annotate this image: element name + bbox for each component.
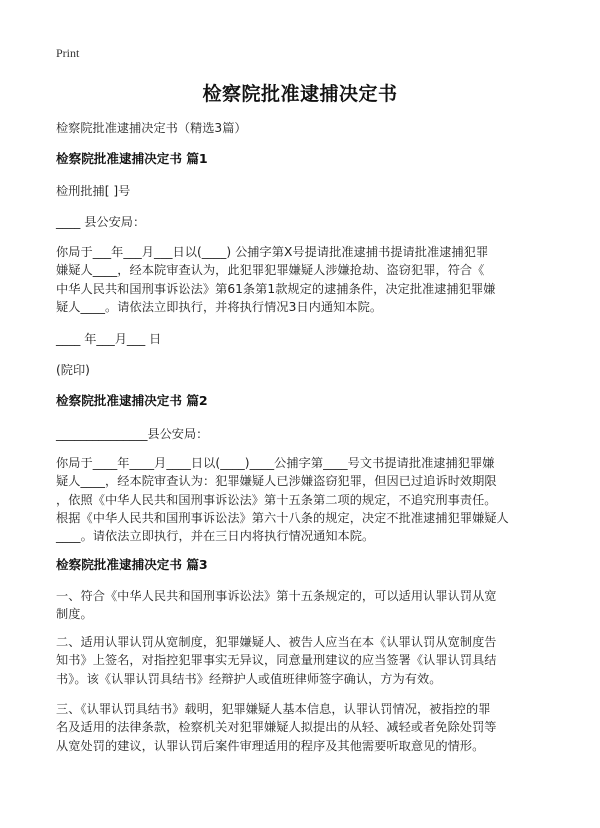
item-line: 三、《认罪认罚具结书》载明，犯罪嫌疑人基本信息，认罪认罚情况，被指控的罪: [56, 702, 491, 716]
section-heading-3: 检察院批准逮捕决定书 篇3: [56, 557, 208, 572]
date-line: ____ 年___月___ 日: [56, 332, 162, 346]
body-line: 疑人____，经本院审查认为：犯罪嫌疑人已涉嫌盗窃犯罪，但因已过追诉时效期限: [56, 474, 497, 489]
addressee-1: ____ 县公安局：: [56, 215, 146, 229]
reference-number: 检刑批捕[ ]号: [56, 184, 131, 198]
item-line: 书》。该《认罪认罚具结书》经辩护人或值班律师签字确认，方为有效。: [56, 671, 442, 686]
item-line: 知书》上签名，对指控犯罪事实无异议，同意量刑建议的应当签署《认罪认罚具结: [56, 653, 497, 668]
body-line: 中华人民共和国刑事诉讼法》第61条第1款规定的逮捕条件，决定批准逮捕犯罪嫌: [56, 281, 496, 296]
item-line: 制度。: [56, 607, 93, 622]
body-line: ，依照《中华人民共和国刑事诉讼法》第十五条第二项的规定，不追究刑事责任。: [56, 492, 497, 507]
body-line: 你局于___年___月___日以(____) 公捕字第X号提请批准逮捕书提请批准逮捕犯罪: [56, 245, 489, 259]
item-line: 一、符合《中华人民共和国刑事诉讼法》第十五条规定的，可以适用认罪认罚从宽: [56, 589, 497, 603]
document-subtitle: 检察院批准逮捕决定书（精选3篇）: [56, 121, 247, 135]
section-heading-1: 检察院批准逮捕决定书 篇1: [56, 151, 208, 166]
section-3-item-2: [56, 633, 552, 688]
print-link[interactable]: Print: [56, 46, 80, 60]
item-line: 二、适用认罪认罚从宽制度，犯罪嫌疑人、被告人应当在本《认罪认罚从宽制度告: [56, 635, 497, 649]
item-line: 从宽处罚的建议，认罪认罚后案件审理适用的程序及其他需要听取意见的情形。: [56, 738, 485, 753]
section-3-item-3: [56, 700, 552, 755]
seal-label: (院印): [56, 363, 90, 377]
section-1-body: [56, 243, 552, 316]
section-heading-2: 检察院批准逮捕决定书 篇2: [56, 393, 208, 408]
body-line: 嫌疑人____，经本院审查认为，此犯罪犯罪嫌疑人涉嫌抢劫、盗窃犯罪，符合《: [56, 263, 485, 278]
body-line: 你局于____年____月____日以(____)____公捕字第____号文书提请批准逮捕犯罪嫌: [56, 456, 495, 470]
document-title: 检察院批准逮捕决定书: [202, 83, 398, 105]
body-line: 疑人____。请依法立即执行，并将执行情况3日内通知本院。: [56, 299, 383, 314]
section-3-item-1: [56, 587, 552, 624]
body-line: ____。请依法立即执行，并在三日内将执行情况通知本院。: [56, 529, 375, 544]
addressee-2: _______________县公安局：: [56, 427, 209, 441]
body-line: 根据《中华人民共和国刑事诉讼法》第六十八条的规定，决定不批准逮捕犯罪嫌疑人: [56, 510, 509, 525]
section-2-body: [56, 454, 552, 545]
item-line: 名及适用的法律条款，检察机关对犯罪嫌疑人拟提出的从轻、减轻或者免除处罚等: [56, 720, 497, 735]
